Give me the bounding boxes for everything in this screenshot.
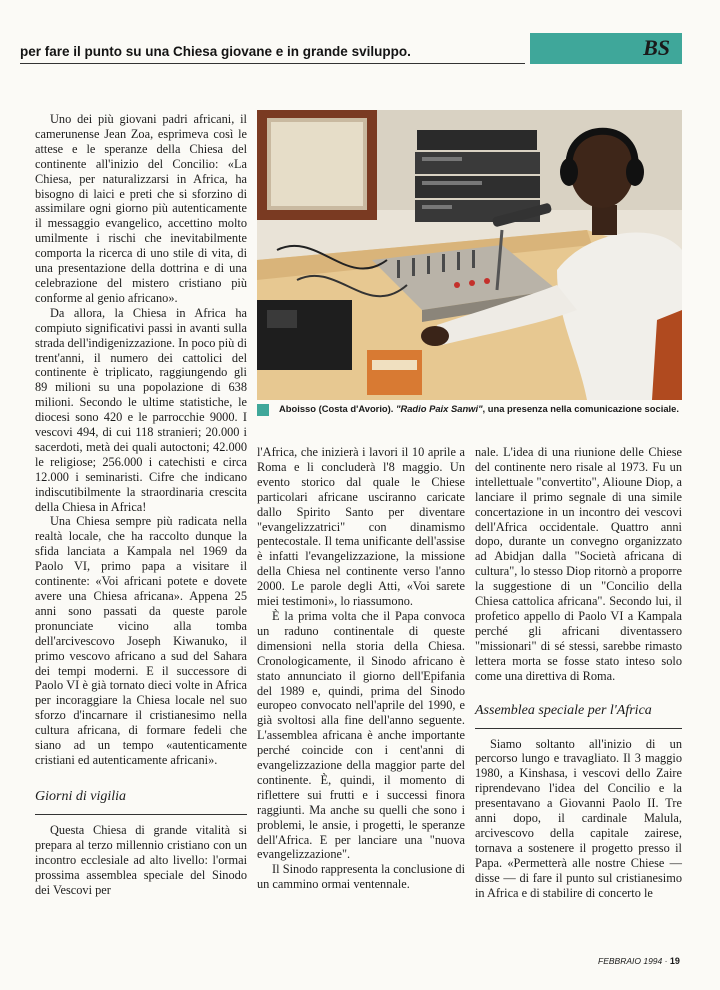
paragraph: nale. L'idea di una riunione delle Chiese del continente nero risale al 1973. Fu un intellettuale "convertito", Alioune Diop, a lanciare il primo segnale di una simile concertazione in un incontro dei vescovi dell'Africa occidentale. Quattro anni dopo, durante un convegno organizzato ad Abidjan dalla "Società africana di cultura", lo stesso Diop ritornò a proporre la suggestione di un "Concilio della Chiesa cattolica africana". Secondo lui, il profetico appello di Paolo VI a Kampala perché gli africani diventassero "missionari" di sé stessi, sarebbe rimasto lettera morta se fosse stato inteso solo come una direttiva di Roma.	[475, 445, 682, 683]
section-badge	[530, 33, 682, 64]
page-footer	[598, 956, 680, 966]
paragraph: È la prima volta che il Papa convoca un raduno continentale di queste dimensioni nella storia della Chiesa. Cronologicamente, il Sinodo africano è stato annunciato il giorno dell'Epifania del 1989 e, quindi, prima del Sinodo europeo convocato nell'aprile del 1990, e già svoltosi alla fine dell'anno seguente. L'assemblea africana è anche importante perché coincide con i cent'anni di evangelizzazione della maggior parte del continente. È, quindi, il momento di riflettere sui frutti e i successi finora raggiunti. Ma anche su quelli che sono i problemi, le ansie, i progetti, le speranze dell'Africa. E per lanciare una "nuova evangelizzazione".	[257, 608, 465, 862]
paragraph: Uno dei più giovani padri africani, il camerunense Jean Zoa, esprimeva così le attese e le speranze della Chiesa del continente all'inizio del Concilio: «La Chiesa, per naturalizzarsi in Africa, ha bisogno di laici e preti che si sforzino di assimilare ogni giorno più autenticamente il messaggio evangelico, accettino molto umilmente i rischi che inevitabilmente comporta la ricerca di uno stile di vita, di una presentazione della dottrina e di una celebrazione del mistero cristiano più conforme al genio africano».	[35, 112, 247, 305]
running-header: per fare il punto su una Chiesa giovane e in grande sviluppo.	[20, 44, 411, 59]
caption-place: Aboisso (Costa d'Avorio).	[279, 403, 394, 414]
subheading-giorni-di-vigilia: Giorni di vigilia	[35, 788, 247, 815]
header-rule	[20, 63, 525, 64]
page-number: 19	[669, 956, 680, 966]
paragraph: Siamo soltanto all'inizio di un percorso lungo e travagliato. Il 3 maggio 1980, a Kinshasa, i vescovi dello Zaire riprendevano l'idea del Concilio e la presentavano a Giovanni Paolo II. Tre anni dopo, il cardinale Malula, arcivescovo della capitale zairese, tornava a sostenere il progetto presso il Papa. «Permetterà alle nostre Chiese — disse — di fare il punto sul cristianesimo in Africa e di stabilire di concerto le	[475, 736, 682, 900]
article-column-1	[35, 112, 247, 897]
photo-radio-studio	[257, 110, 682, 400]
article-column-3	[475, 445, 682, 900]
subheading-assemblea-speciale: Assemblea speciale per l'Africa	[475, 702, 682, 729]
paragraph: Una Chiesa sempre più radicata nella realtà locale, che ha raccolto dunque la sfida lanciata a Kampala nel 1969 da Paolo VI, primo papa a visitare il continente: «Voi africani potete e dovete avere una Chiesa africana». Appena 25 anni sono passati da queste parole pronunciate vicino alla tomba dell'arcivescovo Joseph Kiwanuko, il primo vescovo africano a sud del Sahara dei tempi moderni. E il successore di Paolo VI è già tornato dieci volte in Africa per incoraggiare la Chiesa locale nel suo sforzo d'incarnare il cristianesimo nella cultura africana, di formare fedeli che siano ad un tempo «autenticamente cristiani ed autenticamente africani».	[35, 514, 247, 767]
paragraph: Il Sinodo rappresenta la conclusione di un cammino ormai ventennale.	[257, 862, 465, 892]
footer-issue: FEBBRAIO 1994	[598, 956, 663, 966]
paragraph: l'Africa, che inizierà i lavori il 10 aprile a Roma e li concluderà l'8 maggio. Un evento storico dal quale le Chiese particolari africane usciranno caricate dallo Spirito Santo per diventare "evangelizzatrici" con dinamismo pentecostale. Il tema unificante dell'assise è infatti l'evangelizzazione, la missione della Chiesa nel continente verso l'anno 2000. Le parole degli Atti, «Voi sarete miei testimoni», lo riassumono.	[257, 445, 465, 609]
caption-rest: , una presenza nella comunicazione sociale.	[482, 403, 679, 414]
caption-station: "Radio Paix Sanwi"	[396, 403, 483, 414]
footer-separator: ·	[664, 956, 668, 966]
photo-caption	[279, 403, 679, 414]
paragraph: Questa Chiesa di grande vitalità si prepara al terzo millennio cristiano con un incontro ecclesiale ad alto livello: l'ormai prossima assemblea speciale del Sinodo dei Vescovi per	[35, 822, 247, 897]
article-column-2	[257, 445, 465, 892]
caption-marker	[257, 404, 269, 416]
section-badge-label: BS	[643, 35, 670, 60]
paragraph: Da allora, la Chiesa in Africa ha compiuto significativi passi in avanti sulla strada dell'indigenizzazione. In poco più di trent'anni, il numero dei cattolici del continente è triplicato, raggiungendo gli 89 milioni su una popolazione di 638 milioni. Secondo le ultime statistiche, le diocesi sono 420 e le parrocchie 9000. I vescovi 494, di cui 118 stranieri; 20.000 i sacerdoti, metà dei quali autoctoni; 42.000 le religiose; 256.000 i catechisti e circa 12.000 i seminaristi. Cifre che indicano indiscutibilmente la straordinaria crescita della Chiesa in Africa!	[35, 305, 247, 514]
radio-studio-illustration	[257, 110, 682, 400]
